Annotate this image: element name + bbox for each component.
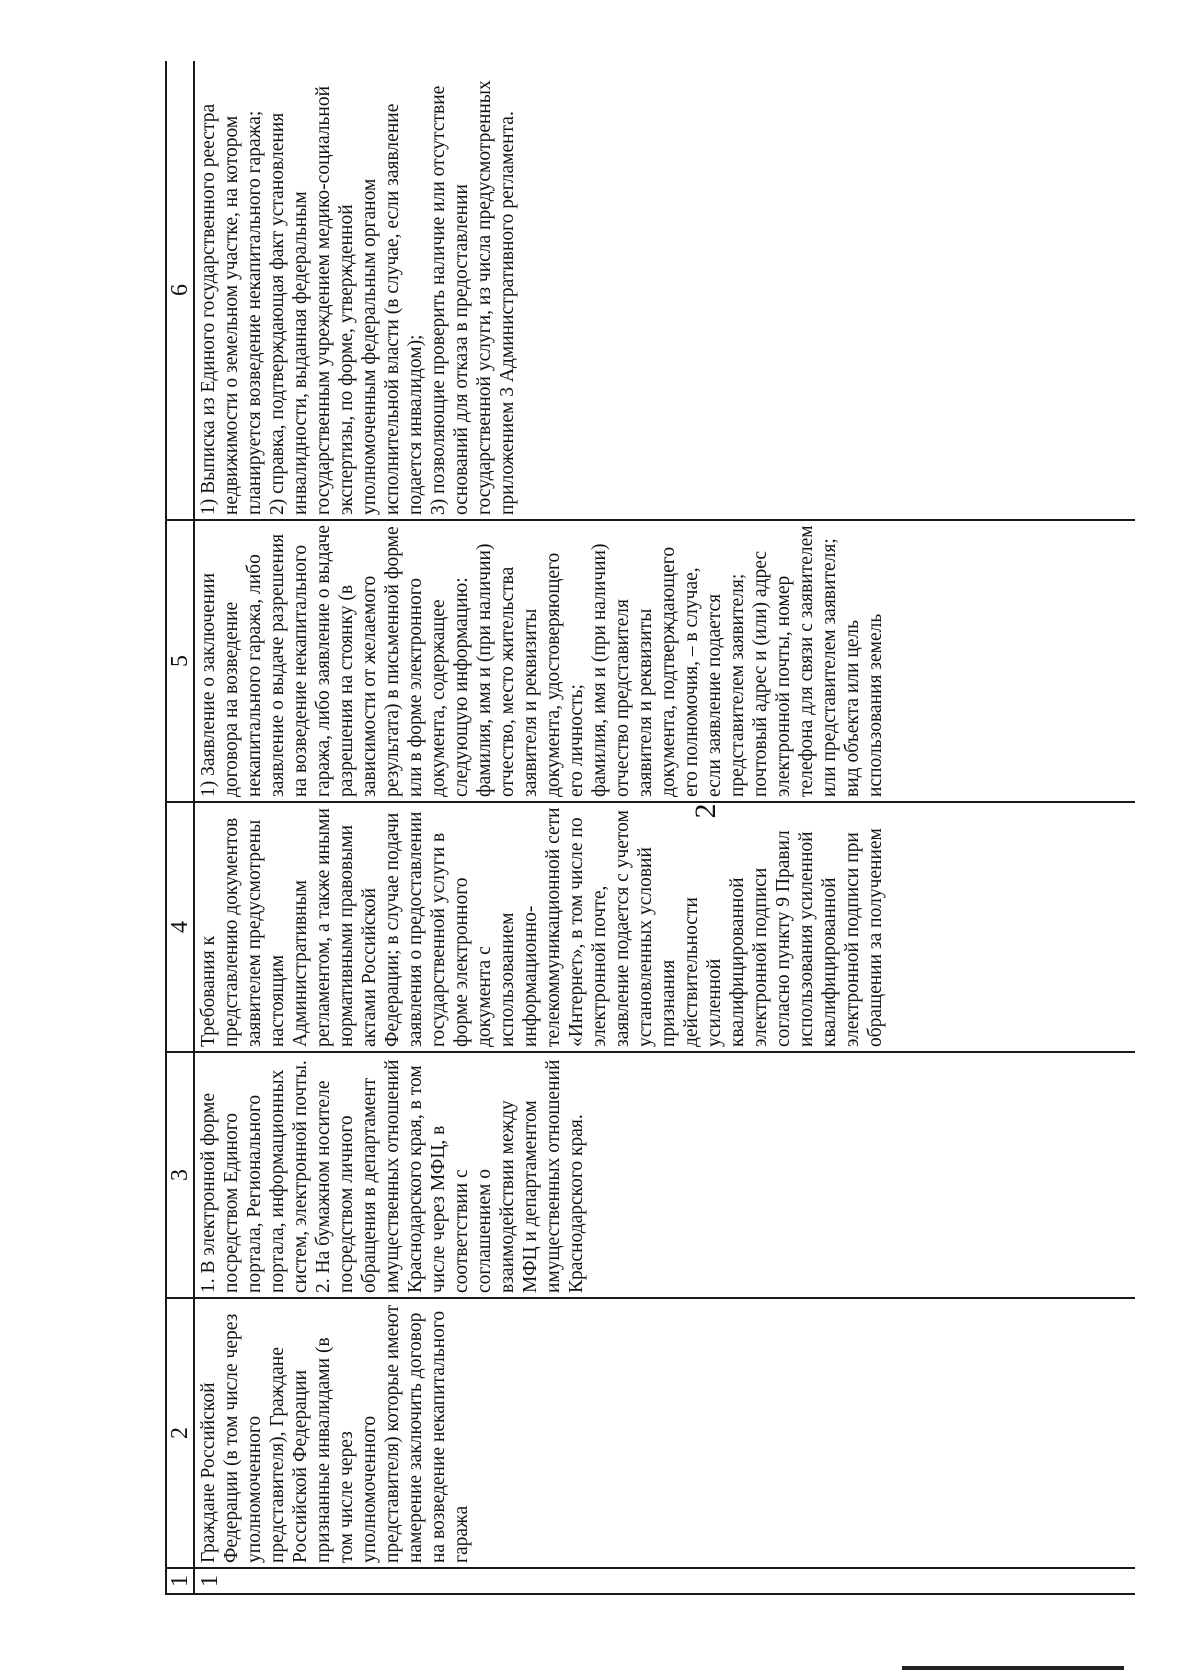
additional-documents-text: 1) Выписка из Единого государственного реестра недвижимости о земельном участке, на котором планируется возведение некапитального гаража; 2) справка, подтверждающая факт установления инвалидности, выданная федеральным государственным учреждением медико-социальной экспертизы, по форме, утвержденной уполномоченным федеральным органом исполнительной власти (в случае, если заявление подается инвалидом); 3) позволяющие проверить наличие или отсутствие оснований для отказа в предоставлении государственной услуги, из числа предусмотренных приложением 3 Административного регламента.	[198, 80, 518, 515]
table-row	[194, 61, 1135, 1594]
applicants-cell	[194, 1298, 1135, 1568]
row-number: 1	[197, 1575, 223, 1587]
submission-methods-text: 1. В электронной форме посредством Единого портала, Регионального портала, информационных систем, электронной почты. 2. На бумажном носителе посредством личного обращения в департамент имущественных отношений Краснодарского края, в том числе через МФЦ, в соответствии с соглашением о взаимодействии между МФЦ и департаментом имущественных отношений Краснодарского края.	[198, 1059, 587, 1293]
page-number: 2	[689, 803, 722, 819]
document-table-wrapper	[165, 61, 1135, 1595]
header-row	[166, 61, 194, 1594]
submission-methods-cell	[194, 1052, 1135, 1298]
application-documents-cell	[194, 520, 1135, 802]
scan-artifact-line	[902, 1666, 1124, 1670]
rotated-table	[165, 61, 1135, 1595]
row-number-cell	[194, 1568, 1135, 1594]
header-col-5: 5	[166, 520, 194, 802]
header-col-6: 6	[166, 61, 194, 520]
header-col-1: 1	[166, 1568, 194, 1594]
header-col-2: 2	[166, 1298, 194, 1568]
header-col-3: 3	[166, 1052, 194, 1298]
requirements-cell	[194, 802, 1135, 1052]
header-col-4: 4	[166, 802, 194, 1052]
applicants-text: Граждане Российской Федерации (в том числе через уполномоченного представителя), Граждане Российской Федерации признанные инвалидами (в том числе через уполномоченного представителя) которые имеют намерение заключить договор на возведение некапитального гаража	[198, 1304, 472, 1563]
requirements-text: Требования к представлению документов заявителем предусмотрены настоящим Административным регламентом, а также иными нормативными правовыми актами Российской Федерации; в случае подачи заявления о предоставлении государственной услуги в форме электронного документа с использованием информационно-телекоммуникационной сети «Интернет», в том числе по электронной почте, заявление подается с учетом установленных условий признания действительности усиленной квалифицированной электронной подписи согласно пункту 9 Правил использования усиленной квалифицированной электронной подписи при обращении за получением	[198, 807, 886, 1047]
services-table	[165, 61, 1135, 1595]
application-documents-text: 1) Заявление о заключении договора на возведение некапитального гаража, либо заявление о выдаче разрешения на возведение некапитального гаража, либо заявление о выдаче разрешения на стоянку (в зависимости от желаемого результата) в письменной форме или в форме электронного документа, содержащее следующую информацию: фамилия, имя и (при наличии) отчество, место жительства заявителя и реквизиты документа, удостоверяющего его личность; фамилия, имя и (при наличии) отчество представителя заявителя и реквизиты документа, подтверждающего его полномочия, – в случае, если заявление подается представителем заявителя; почтовый адрес и (или) адрес электронной почты, номер телефона для связи с заявителем или представителем заявителя; вид объекта или цель использования земель	[198, 525, 886, 797]
additional-documents-cell	[194, 61, 1135, 520]
